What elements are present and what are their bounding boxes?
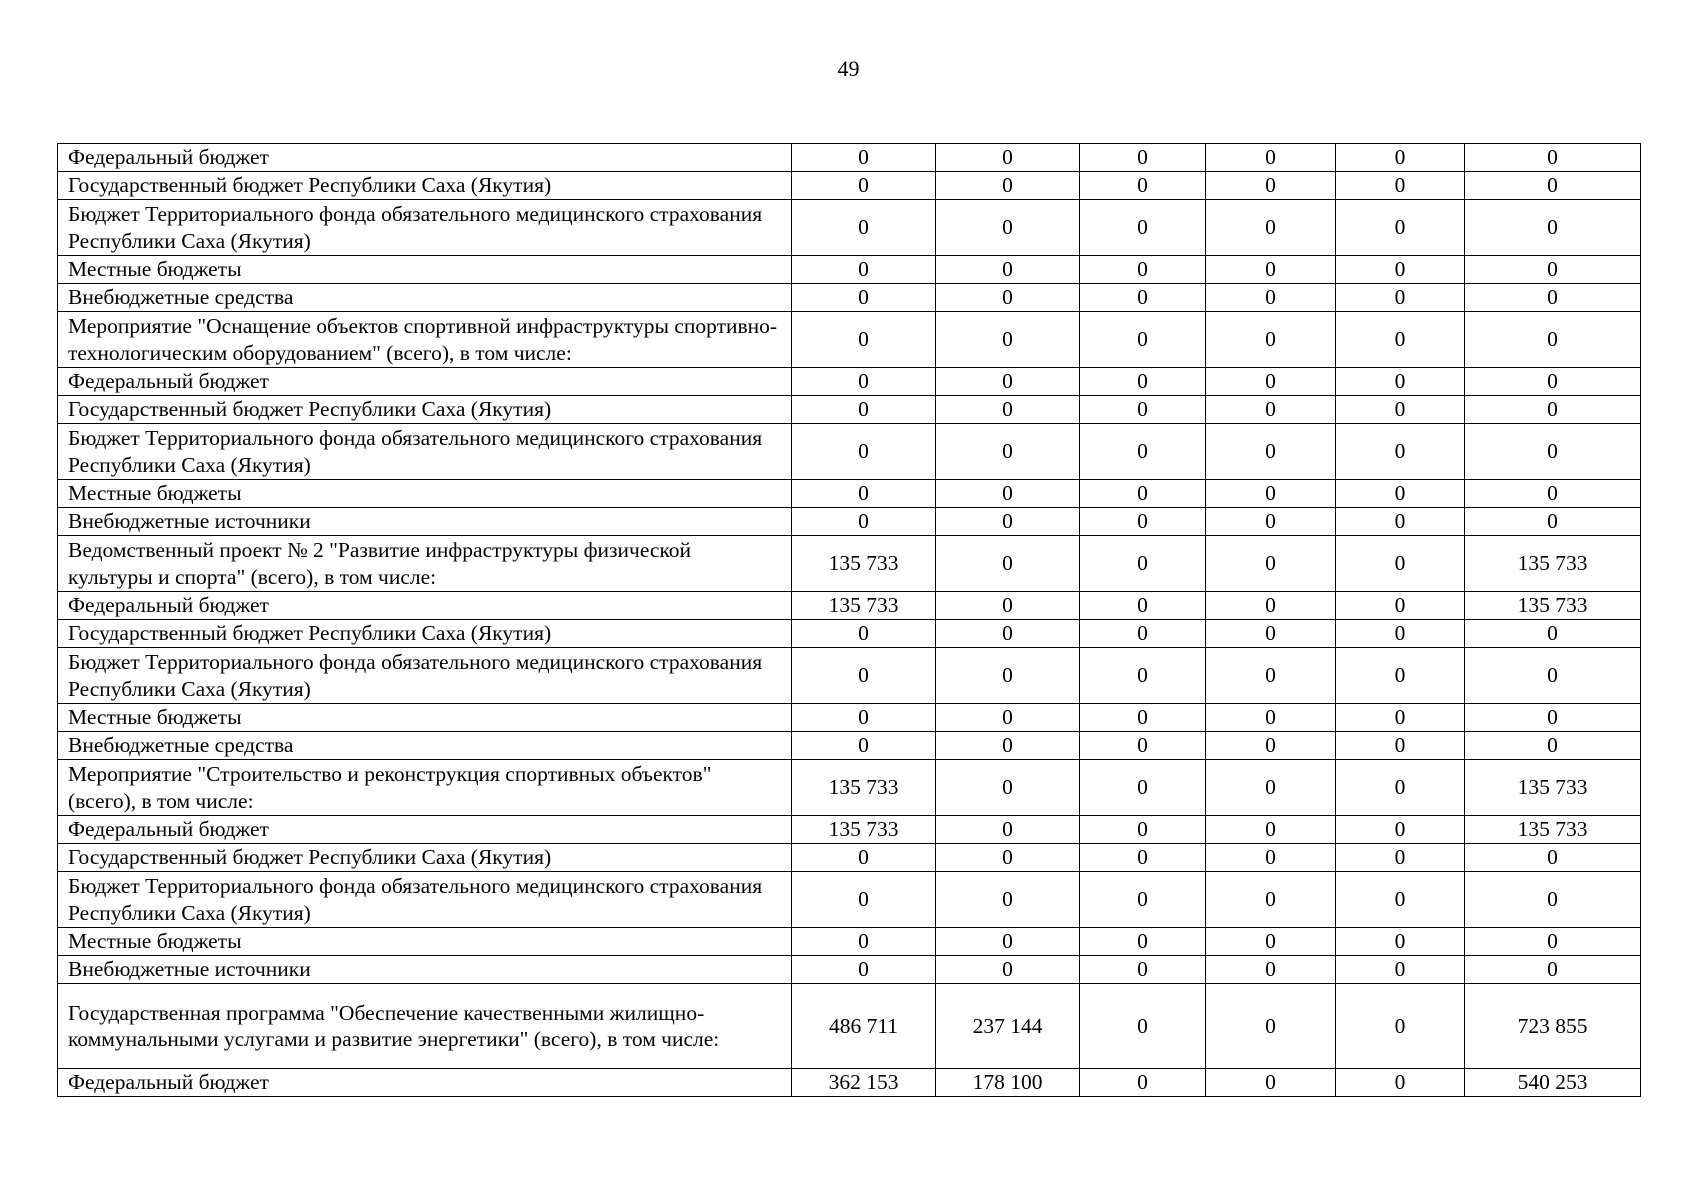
value-cell: 362 153 xyxy=(792,1069,936,1097)
row-label: Государственный бюджет Республики Саха (Якутия) xyxy=(58,172,792,200)
value-cell: 0 xyxy=(1206,844,1336,872)
table-row xyxy=(58,592,1641,620)
value-cell: 0 xyxy=(792,732,936,760)
value-cell: 0 xyxy=(1080,648,1206,704)
value-cell: 0 xyxy=(792,844,936,872)
value-cell: 0 xyxy=(936,536,1080,592)
value-cell: 0 xyxy=(792,480,936,508)
value-cell: 0 xyxy=(1336,172,1465,200)
value-cell: 0 xyxy=(1465,144,1641,172)
value-cell: 0 xyxy=(1336,144,1465,172)
value-cell: 0 xyxy=(1465,396,1641,424)
value-cell: 0 xyxy=(1080,984,1206,1069)
value-cell: 0 xyxy=(1080,872,1206,928)
value-cell: 0 xyxy=(1336,256,1465,284)
value-cell: 0 xyxy=(792,396,936,424)
value-cell: 0 xyxy=(1336,816,1465,844)
value-cell: 0 xyxy=(792,424,936,480)
value-cell: 135 733 xyxy=(792,592,936,620)
table-row xyxy=(58,172,1641,200)
table-row xyxy=(58,648,1641,704)
value-cell: 0 xyxy=(792,704,936,732)
row-label: Государственный бюджет Республики Саха (Якутия) xyxy=(58,844,792,872)
row-label: Федеральный бюджет xyxy=(58,1069,792,1097)
value-cell: 0 xyxy=(1206,620,1336,648)
table-row xyxy=(58,312,1641,368)
table-row xyxy=(58,620,1641,648)
table-row xyxy=(58,368,1641,396)
value-cell: 135 733 xyxy=(1465,816,1641,844)
value-cell: 0 xyxy=(1080,172,1206,200)
value-cell: 0 xyxy=(936,844,1080,872)
value-cell: 0 xyxy=(1336,928,1465,956)
table-row xyxy=(58,704,1641,732)
value-cell: 0 xyxy=(1465,928,1641,956)
value-cell: 0 xyxy=(1465,172,1641,200)
table-row xyxy=(58,732,1641,760)
value-cell: 178 100 xyxy=(936,1069,1080,1097)
value-cell: 0 xyxy=(792,368,936,396)
table-row xyxy=(58,956,1641,984)
table-row xyxy=(58,424,1641,480)
table-row xyxy=(58,844,1641,872)
value-cell: 135 733 xyxy=(792,816,936,844)
value-cell: 0 xyxy=(936,872,1080,928)
value-cell: 0 xyxy=(1080,956,1206,984)
value-cell: 0 xyxy=(936,928,1080,956)
value-cell: 0 xyxy=(1336,704,1465,732)
value-cell: 0 xyxy=(1465,732,1641,760)
value-cell: 0 xyxy=(1206,284,1336,312)
value-cell: 0 xyxy=(1336,1069,1465,1097)
value-cell: 0 xyxy=(936,592,1080,620)
value-cell: 0 xyxy=(1336,760,1465,816)
row-label: Государственная программа "Обеспечение качественными жилищно-коммунальными услугами и развитие энергетики" (всего), в том числе: xyxy=(58,984,792,1069)
value-cell: 0 xyxy=(1336,508,1465,536)
value-cell: 0 xyxy=(1080,620,1206,648)
value-cell: 0 xyxy=(1206,144,1336,172)
row-label: Местные бюджеты xyxy=(58,928,792,956)
value-cell: 0 xyxy=(1336,648,1465,704)
value-cell: 0 xyxy=(936,396,1080,424)
table-row xyxy=(58,816,1641,844)
value-cell: 0 xyxy=(792,956,936,984)
value-cell: 0 xyxy=(1206,956,1336,984)
value-cell: 0 xyxy=(1206,480,1336,508)
table-row xyxy=(58,872,1641,928)
value-cell: 0 xyxy=(1336,732,1465,760)
table-row xyxy=(58,144,1641,172)
table-row xyxy=(58,284,1641,312)
value-cell: 0 xyxy=(1080,704,1206,732)
value-cell: 0 xyxy=(1206,424,1336,480)
row-label: Федеральный бюджет xyxy=(58,816,792,844)
value-cell: 0 xyxy=(936,732,1080,760)
value-cell: 0 xyxy=(1080,312,1206,368)
table-row xyxy=(58,200,1641,256)
value-cell: 0 xyxy=(1336,368,1465,396)
value-cell: 0 xyxy=(1465,284,1641,312)
value-cell: 0 xyxy=(936,424,1080,480)
value-cell: 0 xyxy=(1336,312,1465,368)
value-cell: 0 xyxy=(1206,200,1336,256)
value-cell: 0 xyxy=(1465,312,1641,368)
value-cell: 0 xyxy=(792,200,936,256)
row-label: Бюджет Территориального фонда обязательного медицинского страхования Республики Саха (Якутия) xyxy=(58,648,792,704)
value-cell: 0 xyxy=(1465,844,1641,872)
row-label: Внебюджетные средства xyxy=(58,732,792,760)
value-cell: 0 xyxy=(792,928,936,956)
value-cell: 0 xyxy=(792,620,936,648)
value-cell: 0 xyxy=(1080,536,1206,592)
value-cell: 0 xyxy=(936,480,1080,508)
table-row xyxy=(58,508,1641,536)
value-cell: 486 711 xyxy=(792,984,936,1069)
value-cell: 0 xyxy=(1206,732,1336,760)
value-cell: 0 xyxy=(1080,256,1206,284)
value-cell: 0 xyxy=(1336,396,1465,424)
row-label: Ведомственный проект № 2 "Развитие инфраструктуры физической культуры и спорта" (всего), в том числе: xyxy=(58,536,792,592)
value-cell: 0 xyxy=(1336,872,1465,928)
value-cell: 0 xyxy=(936,956,1080,984)
value-cell: 0 xyxy=(936,256,1080,284)
value-cell: 0 xyxy=(1080,928,1206,956)
value-cell: 135 733 xyxy=(1465,760,1641,816)
value-cell: 0 xyxy=(1465,424,1641,480)
value-cell: 0 xyxy=(936,760,1080,816)
value-cell: 0 xyxy=(936,620,1080,648)
value-cell: 0 xyxy=(792,172,936,200)
value-cell: 0 xyxy=(1465,956,1641,984)
value-cell: 0 xyxy=(1206,172,1336,200)
value-cell: 0 xyxy=(1336,844,1465,872)
value-cell: 540 253 xyxy=(1465,1069,1641,1097)
value-cell: 0 xyxy=(1465,200,1641,256)
value-cell: 0 xyxy=(1206,928,1336,956)
row-label: Мероприятие "Строительство и реконструкция спортивных объектов" (всего), в том числе: xyxy=(58,760,792,816)
value-cell: 0 xyxy=(936,172,1080,200)
value-cell: 0 xyxy=(936,312,1080,368)
value-cell: 0 xyxy=(936,508,1080,536)
value-cell: 0 xyxy=(1080,760,1206,816)
value-cell: 0 xyxy=(1336,200,1465,256)
value-cell: 0 xyxy=(792,284,936,312)
value-cell: 0 xyxy=(1206,760,1336,816)
value-cell: 0 xyxy=(1080,284,1206,312)
value-cell: 0 xyxy=(1206,704,1336,732)
value-cell: 0 xyxy=(1080,424,1206,480)
row-label: Местные бюджеты xyxy=(58,256,792,284)
value-cell: 0 xyxy=(1206,312,1336,368)
value-cell: 0 xyxy=(1465,648,1641,704)
table-row xyxy=(58,760,1641,816)
value-cell: 0 xyxy=(1336,536,1465,592)
value-cell: 0 xyxy=(1206,368,1336,396)
value-cell: 0 xyxy=(1336,424,1465,480)
row-label: Бюджет Территориального фонда обязательного медицинского страхования Республики Саха (Якутия) xyxy=(58,872,792,928)
value-cell: 0 xyxy=(1080,508,1206,536)
value-cell: 0 xyxy=(1336,620,1465,648)
table-row xyxy=(58,256,1641,284)
value-cell: 0 xyxy=(936,200,1080,256)
row-label: Федеральный бюджет xyxy=(58,368,792,396)
value-cell: 0 xyxy=(1206,816,1336,844)
row-label: Внебюджетные источники xyxy=(58,508,792,536)
row-label: Федеральный бюджет xyxy=(58,592,792,620)
row-label: Бюджет Территориального фонда обязательного медицинского страхования Республики Саха (Якутия) xyxy=(58,200,792,256)
table-row xyxy=(58,984,1641,1069)
value-cell: 0 xyxy=(792,508,936,536)
value-cell: 0 xyxy=(1465,368,1641,396)
table-row xyxy=(58,536,1641,592)
value-cell: 0 xyxy=(1080,144,1206,172)
value-cell: 0 xyxy=(936,648,1080,704)
table-row xyxy=(58,480,1641,508)
value-cell: 0 xyxy=(1080,200,1206,256)
row-label: Внебюджетные источники xyxy=(58,956,792,984)
page-number: 49 xyxy=(837,56,860,81)
value-cell: 0 xyxy=(1465,256,1641,284)
value-cell: 0 xyxy=(1206,592,1336,620)
value-cell: 135 733 xyxy=(1465,592,1641,620)
value-cell: 723 855 xyxy=(1465,984,1641,1069)
value-cell: 0 xyxy=(1336,592,1465,620)
value-cell: 0 xyxy=(1206,872,1336,928)
value-cell: 0 xyxy=(936,144,1080,172)
value-cell: 0 xyxy=(1206,508,1336,536)
value-cell: 0 xyxy=(792,256,936,284)
value-cell: 0 xyxy=(936,284,1080,312)
value-cell: 0 xyxy=(1465,480,1641,508)
value-cell: 0 xyxy=(1080,396,1206,424)
value-cell: 135 733 xyxy=(792,760,936,816)
value-cell: 0 xyxy=(936,368,1080,396)
row-label: Государственный бюджет Республики Саха (Якутия) xyxy=(58,620,792,648)
row-label: Местные бюджеты xyxy=(58,480,792,508)
table-row xyxy=(58,928,1641,956)
value-cell: 0 xyxy=(1206,396,1336,424)
row-label: Федеральный бюджет xyxy=(58,144,792,172)
value-cell: 0 xyxy=(1465,704,1641,732)
table-row xyxy=(58,396,1641,424)
row-label: Государственный бюджет Республики Саха (Якутия) xyxy=(58,396,792,424)
value-cell: 0 xyxy=(1336,956,1465,984)
value-cell: 0 xyxy=(1080,1069,1206,1097)
value-cell: 237 144 xyxy=(936,984,1080,1069)
row-label: Бюджет Территориального фонда обязательного медицинского страхования Республики Саха (Якутия) xyxy=(58,424,792,480)
value-cell: 0 xyxy=(1080,368,1206,396)
value-cell: 0 xyxy=(1465,620,1641,648)
value-cell: 0 xyxy=(1080,844,1206,872)
value-cell: 0 xyxy=(1336,984,1465,1069)
value-cell: 0 xyxy=(1206,1069,1336,1097)
value-cell: 0 xyxy=(792,144,936,172)
value-cell: 135 733 xyxy=(1465,536,1641,592)
row-label: Внебюджетные средства xyxy=(58,284,792,312)
row-label: Мероприятие "Оснащение объектов спортивной инфраструктуры спортивно-технологическим оборудованием" (всего), в том числе: xyxy=(58,312,792,368)
table-row xyxy=(58,1069,1641,1097)
value-cell: 0 xyxy=(1080,732,1206,760)
budget-table xyxy=(57,143,1641,1097)
value-cell: 0 xyxy=(1206,984,1336,1069)
value-cell: 0 xyxy=(1206,536,1336,592)
budget-table-body xyxy=(58,144,1641,1097)
value-cell: 0 xyxy=(1206,256,1336,284)
value-cell: 0 xyxy=(792,312,936,368)
row-label: Местные бюджеты xyxy=(58,704,792,732)
value-cell: 0 xyxy=(1465,872,1641,928)
value-cell: 0 xyxy=(1080,592,1206,620)
value-cell: 0 xyxy=(1465,508,1641,536)
value-cell: 0 xyxy=(936,704,1080,732)
value-cell: 0 xyxy=(792,648,936,704)
value-cell: 0 xyxy=(1080,816,1206,844)
value-cell: 0 xyxy=(1080,480,1206,508)
value-cell: 0 xyxy=(936,816,1080,844)
value-cell: 135 733 xyxy=(792,536,936,592)
value-cell: 0 xyxy=(792,872,936,928)
value-cell: 0 xyxy=(1336,480,1465,508)
value-cell: 0 xyxy=(1206,648,1336,704)
value-cell: 0 xyxy=(1336,284,1465,312)
